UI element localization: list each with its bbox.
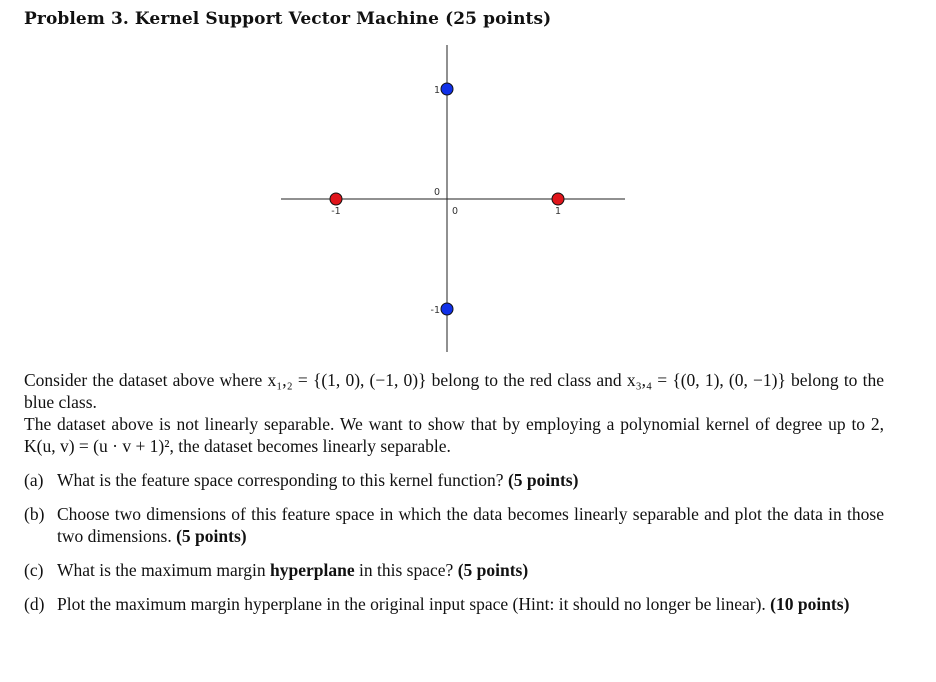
problem-title: Problem 3. Kernel Support Vector Machine (25 points) <box>24 9 552 29</box>
x-tick-label: -1 <box>331 206 341 217</box>
blue-data-point <box>441 303 453 315</box>
y-tick-label: 1 <box>433 85 440 96</box>
kernel-formula: K(u, v) = (u · v + 1)² <box>24 436 170 456</box>
blue-class-set: x₃,₄ = {(0, 1), (0, −1)} <box>626 370 786 390</box>
x-tick-label: 1 <box>554 206 562 217</box>
red-data-point <box>552 193 564 205</box>
red-class-set: x₁,₂ = {(1, 0), (−1, 0)} <box>267 370 427 390</box>
question-c: (c) What is the maximum margin hyperplane in this space? (5 points) <box>24 560 529 580</box>
question-b: (b) Choose two dimensions of this feature space in which the data becomes linearly separable and plot the data in those two dimensions. (5 points) <box>24 504 884 546</box>
y-tick-label: 0 <box>433 187 440 198</box>
intro-paragraph-1: Consider the dataset above where x₁,₂ = {(1, 0), (−1, 0)} belong to the red class and x₃,₄ = {(0, 1), (0, −1)} belong to the blue class. <box>24 370 884 412</box>
question-d: (d) Plot the maximum margin hyperplane in the original input space (Hint: it should no longer be linear). (10 points) <box>24 594 850 614</box>
y-tick-label: -1 <box>430 305 440 316</box>
blue-data-point <box>441 83 453 95</box>
x-tick-label: 0 <box>451 206 459 217</box>
red-data-point <box>330 193 342 205</box>
intro-paragraph-2: The dataset above is not linearly separable. We want to show that by employing a polynomial kernel of degree up to 2, K(u, v) = (u · v + 1)², the dataset becomes linearly separable. <box>24 414 884 456</box>
question-a: (a) What is the feature space corresponding to this kernel function? (5 points) <box>24 470 579 490</box>
